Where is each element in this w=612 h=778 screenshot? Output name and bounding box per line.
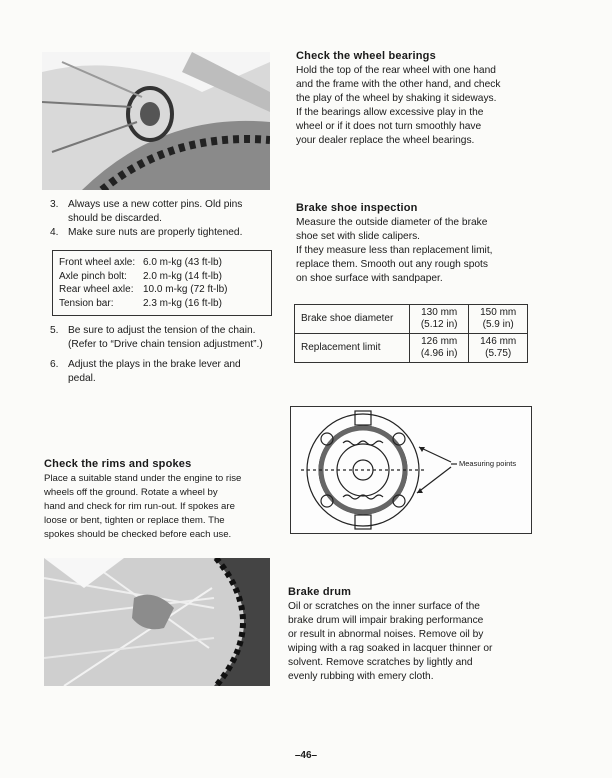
- wheel-bearings-line: the play of the wheel by shaking it sideways.: [296, 93, 497, 104]
- wheel-bearings-line: Hold the top of the rear wheel with one hand: [296, 65, 496, 76]
- brake-drum-line: evenly rubbing with emery cloth.: [288, 671, 434, 682]
- rims-line: Place a suitable stand under the engine to rise: [44, 473, 242, 484]
- wheel-bearings-line: and the frame with the other hand, and check: [296, 79, 501, 90]
- brake-shoe-diagram: [290, 406, 532, 534]
- torque-row: Tension bar: 2.3 m-kg (16 ft-lb): [59, 297, 222, 309]
- brake-shoe-line: Measure the outside diameter of the brake: [296, 217, 488, 228]
- brake-drum-line: Oil or scratches on the inner surface of the: [288, 601, 480, 612]
- measuring-points-label: Measuring points: [459, 459, 517, 468]
- brake-shoe-line: replace them. Smooth out any rough spots: [296, 259, 488, 270]
- brake-shoe-line: shoe set with slide calipers.: [296, 231, 421, 242]
- brake-drum-line: solvent. Remove scratches by lightly and: [288, 657, 473, 668]
- step-item: 3. Always use a new cotter pins. Old pins should be discarded.: [50, 199, 243, 224]
- table-cell: Brake shoe diameter: [295, 305, 410, 334]
- table-row: [295, 305, 528, 334]
- wheel-bearings-heading: Check the wheel bearings: [296, 50, 436, 62]
- rear-wheel-bearing-photo: [42, 52, 270, 190]
- rims-line: spokes should be checked before each use.: [44, 529, 232, 540]
- torque-row: Axle pinch bolt: 2.0 m-kg (14 ft-lb): [59, 270, 222, 282]
- torque-row: Rear wheel axle: 10.0 m-kg (72 ft-lb): [59, 284, 228, 295]
- wheel-bearings-line: If the bearings allow excessive play in the: [296, 107, 484, 118]
- brake-shoe-line: If they measure less than replacement limit,: [296, 245, 493, 256]
- step-item: 4. Make sure nuts are properly tightened.: [50, 227, 243, 238]
- brake-drum-line: brake drum will impair braking performance: [288, 615, 484, 626]
- brake-shoe-line: on shoe surface with sandpaper.: [296, 273, 443, 284]
- rims-line: hand and check for rim run-out. If spokes are: [44, 501, 235, 512]
- brake-shoe-heading: Brake shoe inspection: [296, 202, 418, 214]
- spoke-check-photo: [44, 558, 270, 686]
- torque-row: Front wheel axle: 6.0 m-kg (43 ft-lb): [59, 257, 222, 268]
- rims-line: wheels off the ground. Rotate a wheel by: [44, 487, 218, 498]
- brake-drum-line: or result in abnormal noises. Remove oil by: [288, 629, 484, 640]
- brake-drum-line: wiping with a rag soaked in lacquer thinner or: [288, 643, 493, 654]
- table-cell: 130 mm (5.12 in): [410, 305, 469, 334]
- table-cell: 146 mm (5.75): [469, 334, 528, 363]
- rims-line: loose or bent, tighten or replace them. The: [44, 515, 225, 526]
- step-item: 5. Be sure to adjust the tension of the chain. (Refer to “Drive chain tension adjustment”.): [50, 325, 263, 350]
- wheel-bearings-line: wheel or if it does not turn smoothly have: [296, 121, 482, 132]
- table-cell: Replacement limit: [295, 334, 410, 363]
- table-row: [295, 334, 528, 363]
- page-number: –46–: [294, 750, 318, 761]
- step-item: 6. Adjust the plays in the brake lever and pedal.: [50, 359, 241, 384]
- wheel-bearings-line: your dealer replace the wheel bearings.: [296, 135, 475, 146]
- table-cell: 150 mm (5.9 in): [469, 305, 528, 334]
- torque-spec-box: [52, 250, 272, 316]
- table-cell: 126 mm (4.96 in): [410, 334, 469, 363]
- rims-spokes-heading: Check the rims and spokes: [44, 458, 192, 470]
- brake-drum-heading: Brake drum: [288, 586, 352, 598]
- brake-shoe-table: [294, 304, 528, 363]
